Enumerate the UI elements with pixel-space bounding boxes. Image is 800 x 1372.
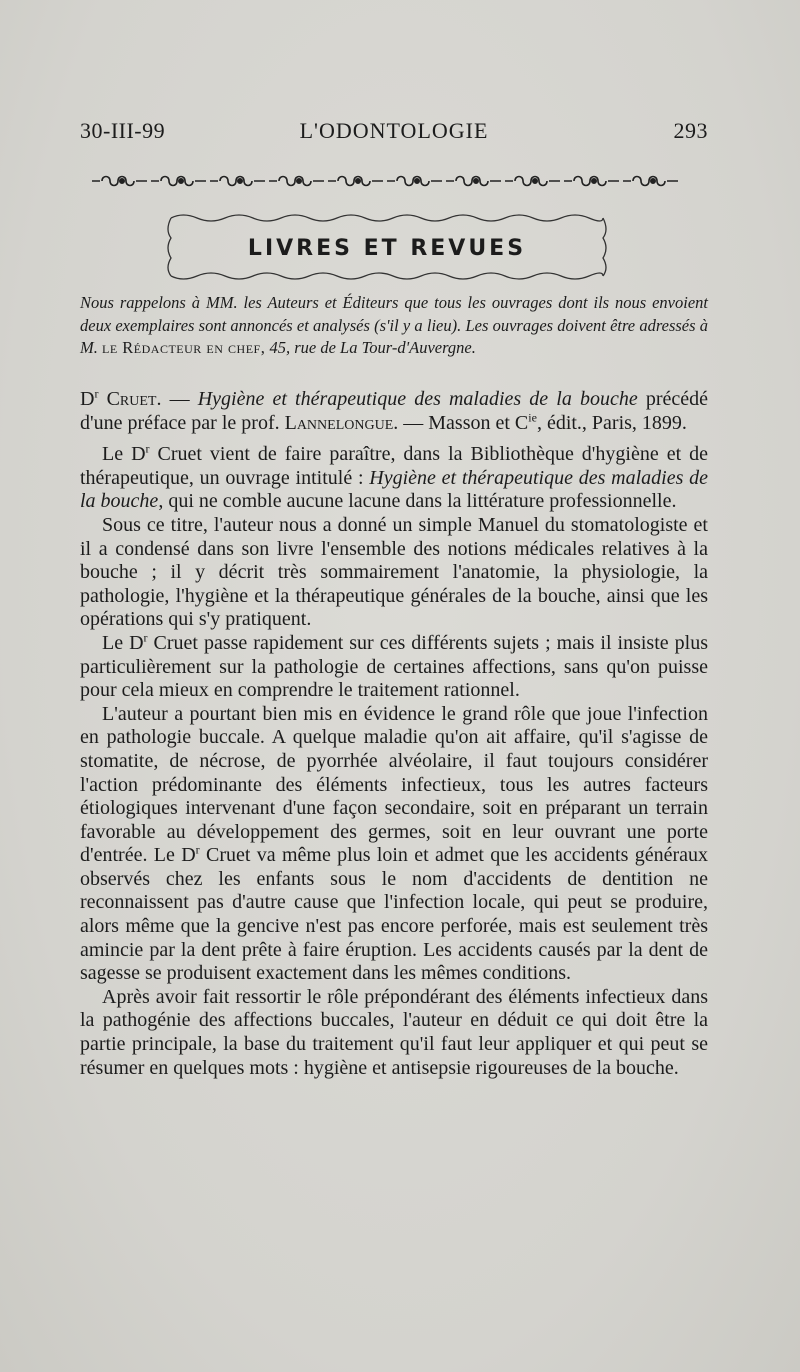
dash: —: [161, 388, 198, 410]
publisher-end: , édit., Paris, 1899.: [536, 411, 687, 434]
notice-addressee: le Rédacteur en chef,: [102, 338, 266, 357]
ornament-dot: [592, 179, 596, 183]
notice-text: Nous rappelons à MM. les Auteurs et Éditeurs que tous les ouvrages dont ils nous envoient deux exemplaires sont annoncés et analysés (s'il y a lieu). Les ouvrages doivent être adressés à M.: [80, 293, 708, 357]
issue-date: 30-III-99: [80, 118, 166, 143]
ornament-dot: [120, 179, 124, 183]
paragraph-4: [80, 703, 708, 986]
preface-author: Lannelongue.: [284, 411, 399, 434]
ornament-dot: [179, 179, 183, 183]
p4-text-a: L'auteur a pourtant bien mis en évidence le grand rôle que joue l'infection en pathologie buccale. A quelque maladie qu'on ait affaire, qu'il s'agisse de stomatite, de nécrose, de pyorrhée alvéolaire, il faut toujours considérer l'action prédominante des éléments infectieux, tous les autres facteurs étiologiques intervenant d'une façon secondaire, soit en préparant un terrain favorable au développement des germes, soit en leur ouvrant une porte d'entrée. Le D: [80, 702, 708, 867]
p3-sup: r: [143, 630, 148, 645]
publisher-sup: ie: [528, 409, 537, 424]
review-article: [80, 388, 708, 1080]
preface-text: précédé d'une préface par le prof.: [80, 388, 709, 434]
review-citation: [80, 388, 708, 435]
p1-text-b: Cruet vient de faire paraître, dans la Bibliothèque d'hygiène et de thérapeutique, un ouvrage intitulé :: [80, 443, 708, 489]
p3-text-a: Le D: [102, 631, 144, 654]
publisher-text: — Masson et C: [398, 411, 529, 434]
journal-title: L'ODONTOLOGIE: [299, 118, 489, 143]
page-number: 293: [673, 118, 708, 143]
ornament-dot: [651, 179, 655, 183]
editorial-notice: [80, 292, 708, 360]
p1-sup: r: [145, 441, 150, 456]
author-prefix: D: [80, 388, 95, 410]
ornament-dot: [297, 179, 301, 183]
paragraph-1: [80, 443, 708, 514]
notice-address: 45, rue de La Tour-d'Auvergne.: [269, 338, 476, 357]
p1-text-c: , qui ne comble aucune lacune dans la littérature professionnelle.: [158, 490, 677, 513]
running-header: [80, 118, 708, 154]
paragraph-3: [80, 632, 708, 703]
author-name: Cruet.: [106, 388, 162, 410]
paragraph-5: Après avoir fait ressortir le rôle prépondérant des éléments infectieux dans la pathogénie des affections buccales, l'auteur en déduit ce qui doit être la partie principale, la base du traitement qu'il faut leur appliquer et qui peut se résumer en quelques mots : hygiène et antisepsie rigoureuses de la bouche.: [80, 985, 708, 1079]
ornament-dot: [238, 179, 242, 183]
paragraph-2: Sous ce titre, l'auteur nous a donné un simple Manuel du stomatologiste et il a condensé dans son livre l'ensemble des notions médicales relatives à la bouche ; il y décrit très sommairement l'anatomie, la physiologie, la pathologie, l'hygiène et la thérapeutique générales de la bouche, ainsi que les opérations qui s'y pratiquent.: [80, 513, 708, 631]
book-title: Hygiène et thérapeutique des maladies de la bouche: [197, 388, 638, 410]
author-sup: r: [94, 386, 99, 401]
ornament-divider: [88, 170, 680, 192]
p1-book-title: Hygiène et thérapeutique des maladies de la bouche: [80, 466, 708, 513]
ornament-dot: [356, 179, 360, 183]
p3-text-b: Cruet passe rapidement sur ces différents sujets ; mais il insiste plus particulièrement sur la pathologie de certaines affections, sans qu'on puisse pour cela mieux en comprendre le traitement rationnel.: [80, 631, 708, 702]
section-title: LIVRES ET REVUES: [247, 236, 527, 261]
ornament-dot: [474, 179, 478, 183]
p4-sup: r: [195, 842, 200, 857]
ornament-dot: [533, 179, 537, 183]
p1-text-a: Le D: [102, 443, 146, 466]
p4-text-b: Cruet va même plus loin et admet que les accidents généraux observés chez les enfants sous le nom d'accidents de dentition ne reconnaissent pas d'autre cause que l'infection locale, qui peut se produire, alors même que la gencive n'est pas encore perforée, mais est seulement très amincie par la dent prête à faire éruption. Les accidents causés par la dent de sagesse se produisent exactement dans les mêmes conditions.: [80, 844, 708, 985]
ornament-dot: [415, 179, 419, 183]
